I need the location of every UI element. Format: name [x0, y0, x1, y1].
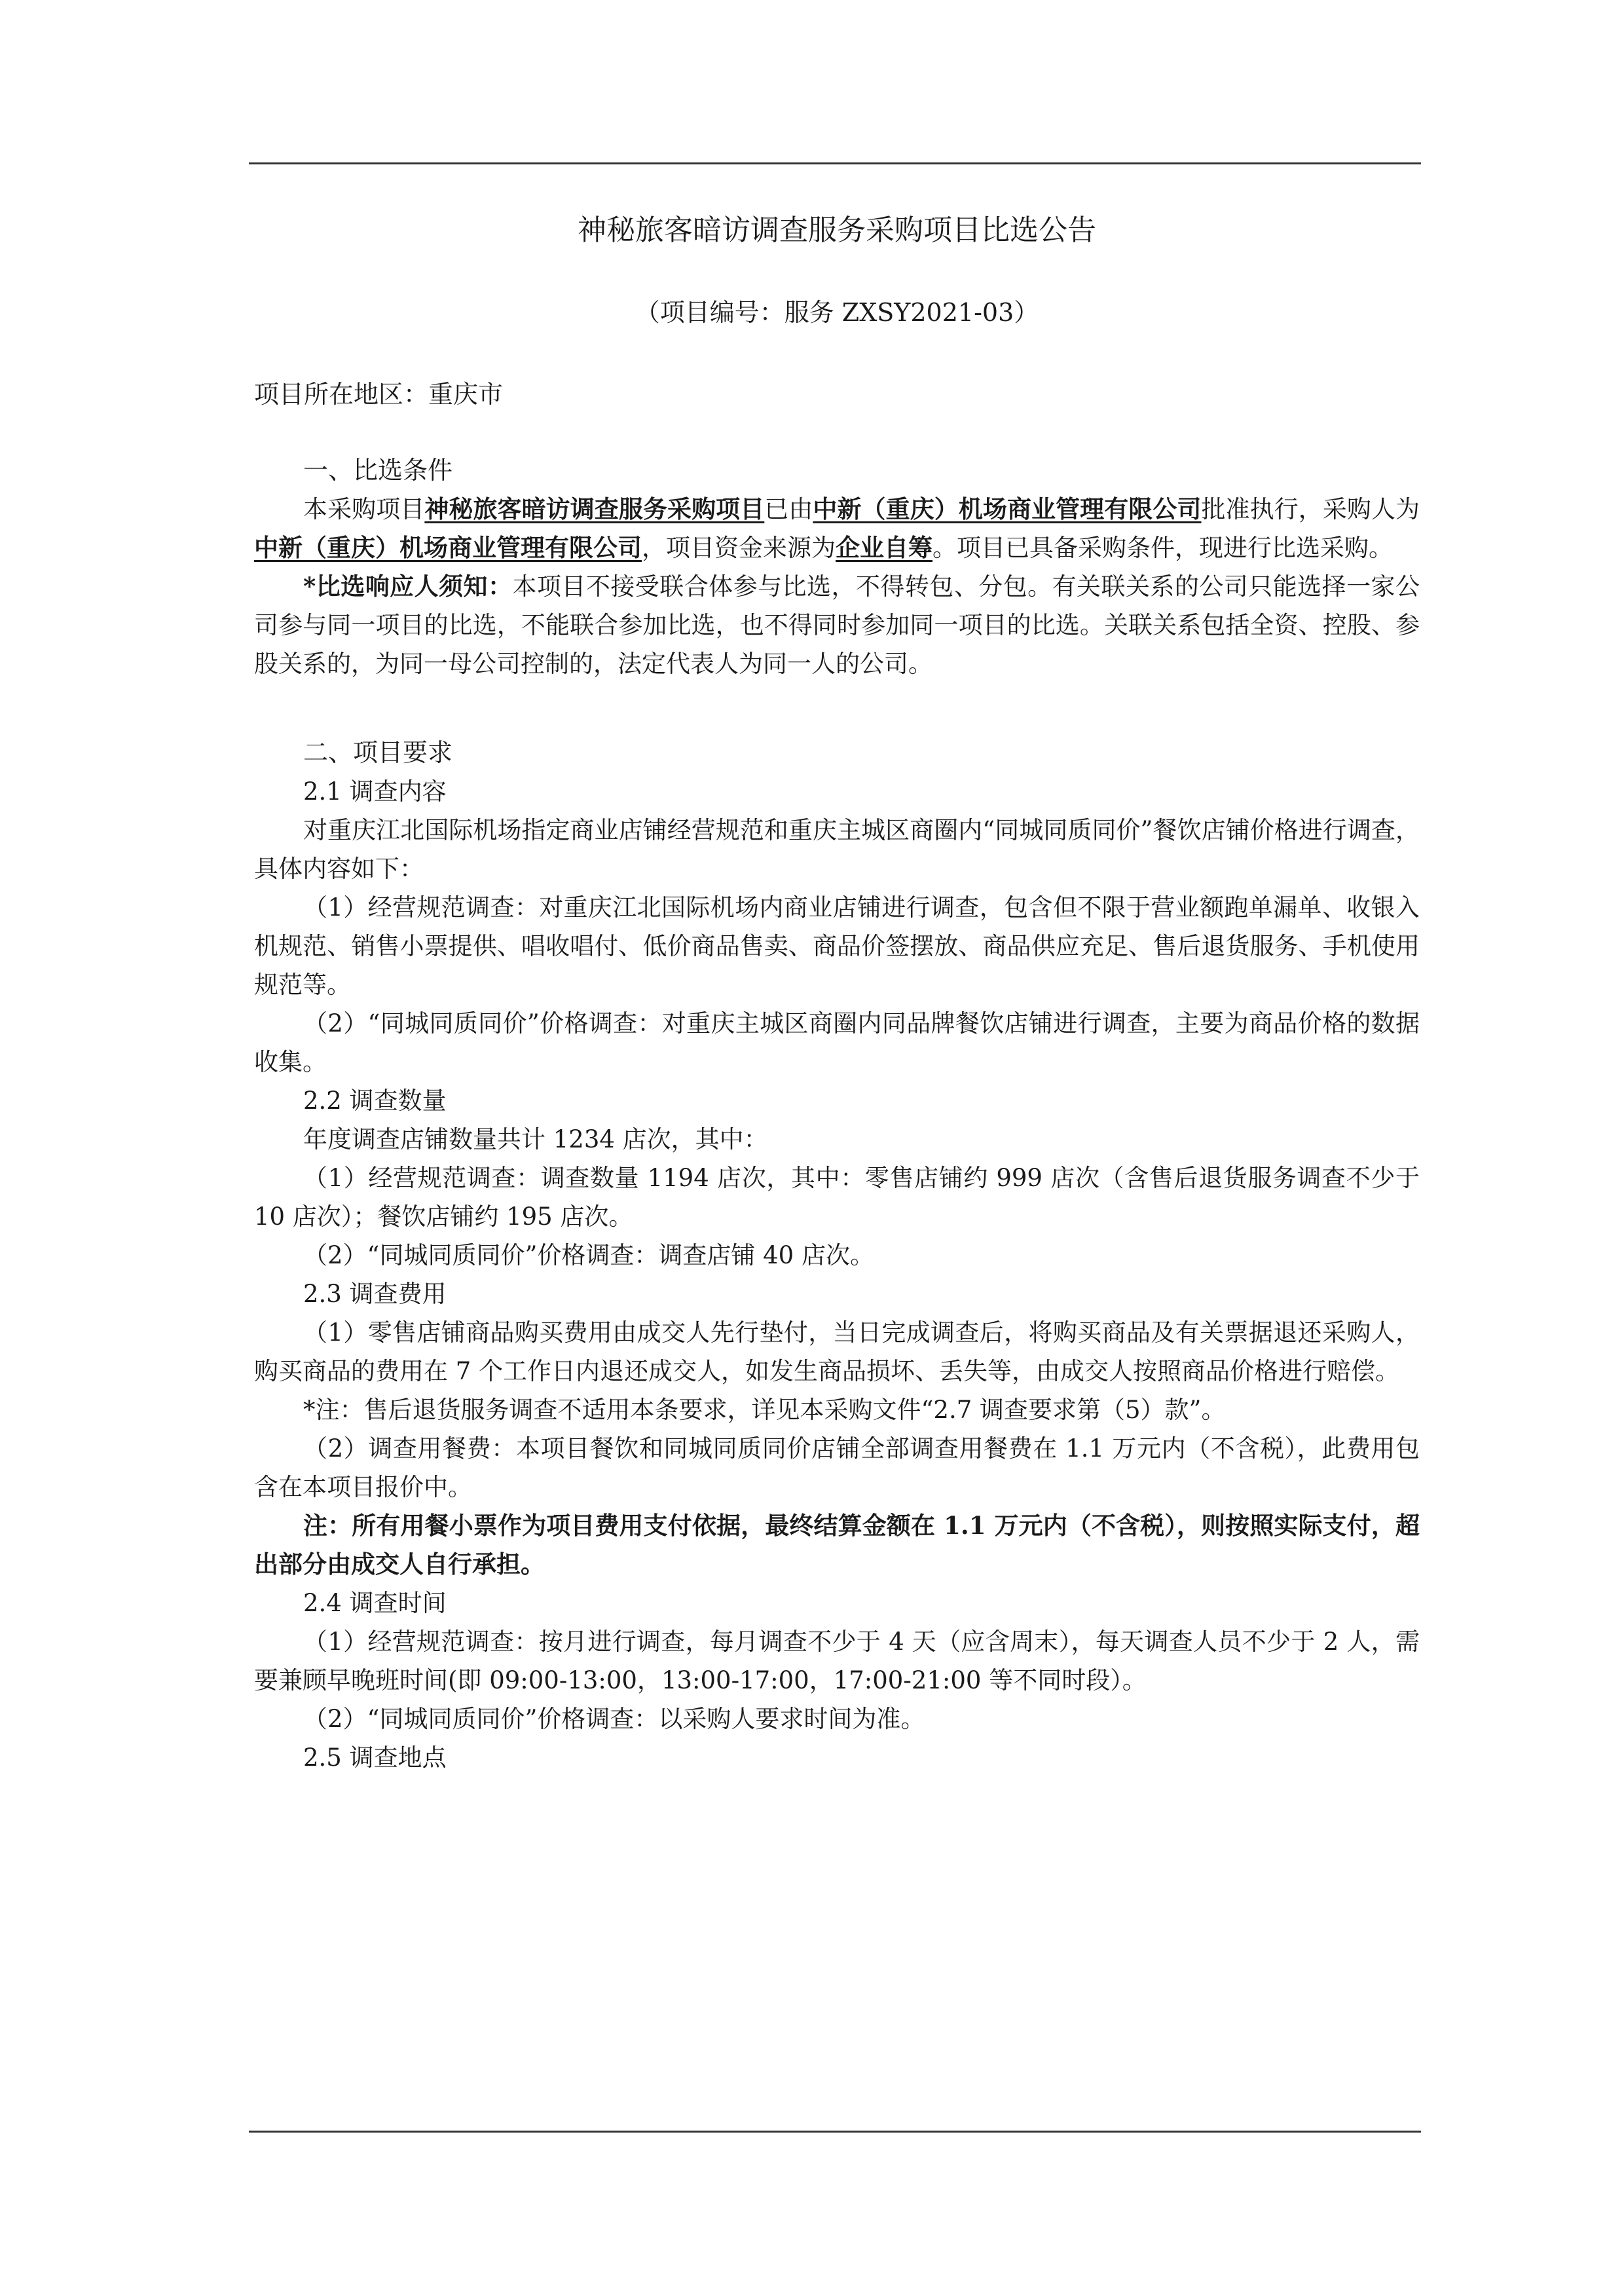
project-region: 项目所在地区：重庆市	[254, 380, 504, 409]
paragraph: 年度调查店铺数量共计 1234 店次，其中：	[303, 1125, 768, 1153]
subsection-2-4-heading: 2.4 调查时间	[303, 1589, 447, 1617]
subsection-2-3-heading: 2.3 调查费用	[303, 1280, 447, 1308]
subsection-2-5-heading: 2.5 调查地点	[303, 1744, 447, 1772]
section2-heading: 二、项目要求	[303, 738, 453, 767]
approving-company: 中新（重庆）机场商业管理有限公司	[813, 494, 1202, 523]
paragraph: （1）经营规范调查：按月进行调查，每月调查不少于 4 天（应含周末），每天调查人员不少于 2 人，需要兼顾早晚班时间(即 09:00-13:00，13:00-17:00，17:00-21:00 等不同时段）。	[254, 1628, 1420, 1694]
project-number: （项目编号：服务 ZXSY2021-03）	[635, 298, 1039, 327]
project-name: 神秘旅客暗访调查服务采购项目	[424, 494, 765, 523]
subsection-2-2-heading: 2.2 调查数量	[303, 1087, 447, 1115]
bold-note: 注：所有用餐小票作为项目费用支付依据，最终结算金额在 1.1 万元内（不含税），则按照实际支付，超出部分由成交人自行承担。	[254, 1511, 1420, 1578]
section1-heading: 一、比选条件	[303, 456, 453, 485]
paragraph: （2）调查用餐费：本项目餐饮和同城同质同价店铺全部调查用餐费在 1.1 万元内（不含税），此费用包含在本项目报价中。	[254, 1434, 1420, 1501]
subsection-2-1-heading: 2.1 调查内容	[303, 777, 447, 806]
footer-rule	[249, 2131, 1421, 2133]
paragraph: （2）“同城同质同价”价格调查：以采购人要求时间为准。	[303, 1705, 925, 1733]
paragraph: （2）“同城同质同价”价格调查：对重庆主城区商圈内同品牌餐饮店铺进行调查，主要为商品价格的数据收集。	[254, 1009, 1420, 1076]
section1-paragraph2: *比选响应人须知：本项目不接受联合体参与比选，不得转包、分包。有关联关系的公司只能选择一家公司参与同一项目的比选，不能联合参加比选，也不得同时参加同一项目的比选。关联关系包括全资、控股、参股关系的，为同一母公司控制的，法定代表人为同一人的公司。	[254, 572, 1420, 678]
paragraph: （1）零售店铺商品购买费用由成交人先行垫付，当日完成调查后，将购买商品及有关票据退还采购人，购买商品的费用在 7 个工作日内退还成交人，如发生商品损坏、丢失等，由成交人按照商品价格进行赔偿。	[254, 1318, 1420, 1385]
section1-paragraph1: 本采购项目神秘旅客暗访调查服务采购项目已由中新（重庆）机场商业管理有限公司批准执行，采购人为中新（重庆）机场商业管理有限公司，项目资金来源为企业自筹。项目已具备采购条件，现进行比选采购。	[254, 494, 1420, 562]
bidder-notice-label: *比选响应人须知：	[303, 572, 513, 601]
purchaser-company: 中新（重庆）机场商业管理有限公司	[254, 533, 642, 562]
paragraph: （1）经营规范调查：调查数量 1194 店次，其中：零售店铺约 999 店次（含售后退货服务调查不少于 10 店次）；餐饮店铺约 195 店次。	[254, 1164, 1420, 1231]
paragraph: 对重庆江北国际机场指定商业店铺经营规范和重庆主城区商圈内“同城同质同价”餐饮店铺价格进行调查，具体内容如下：	[254, 816, 1420, 883]
paragraph: （2）“同城同质同价”价格调查：调查店铺 40 店次。	[303, 1241, 874, 1269]
page-title: 神秘旅客暗访调查服务采购项目比选公告	[578, 214, 1096, 247]
paragraph: *注：售后退货服务调查不适用本条要求，详见本采购文件“2.7 调查要求第（5）款”。	[303, 1396, 1226, 1424]
document-body	[254, 196, 1420, 1777]
paragraph: （1）经营规范调查：对重庆江北国际机场内商业店铺进行调查，包含但不限于营业额跑单漏单、收银入机规范、销售小票提供、唱收唱付、低价商品售卖、商品价签摆放、商品供应充足、售后退货服务、手机使用规范等。	[254, 893, 1420, 999]
header-rule	[249, 162, 1421, 164]
funding-source: 企业自筹	[836, 533, 932, 562]
